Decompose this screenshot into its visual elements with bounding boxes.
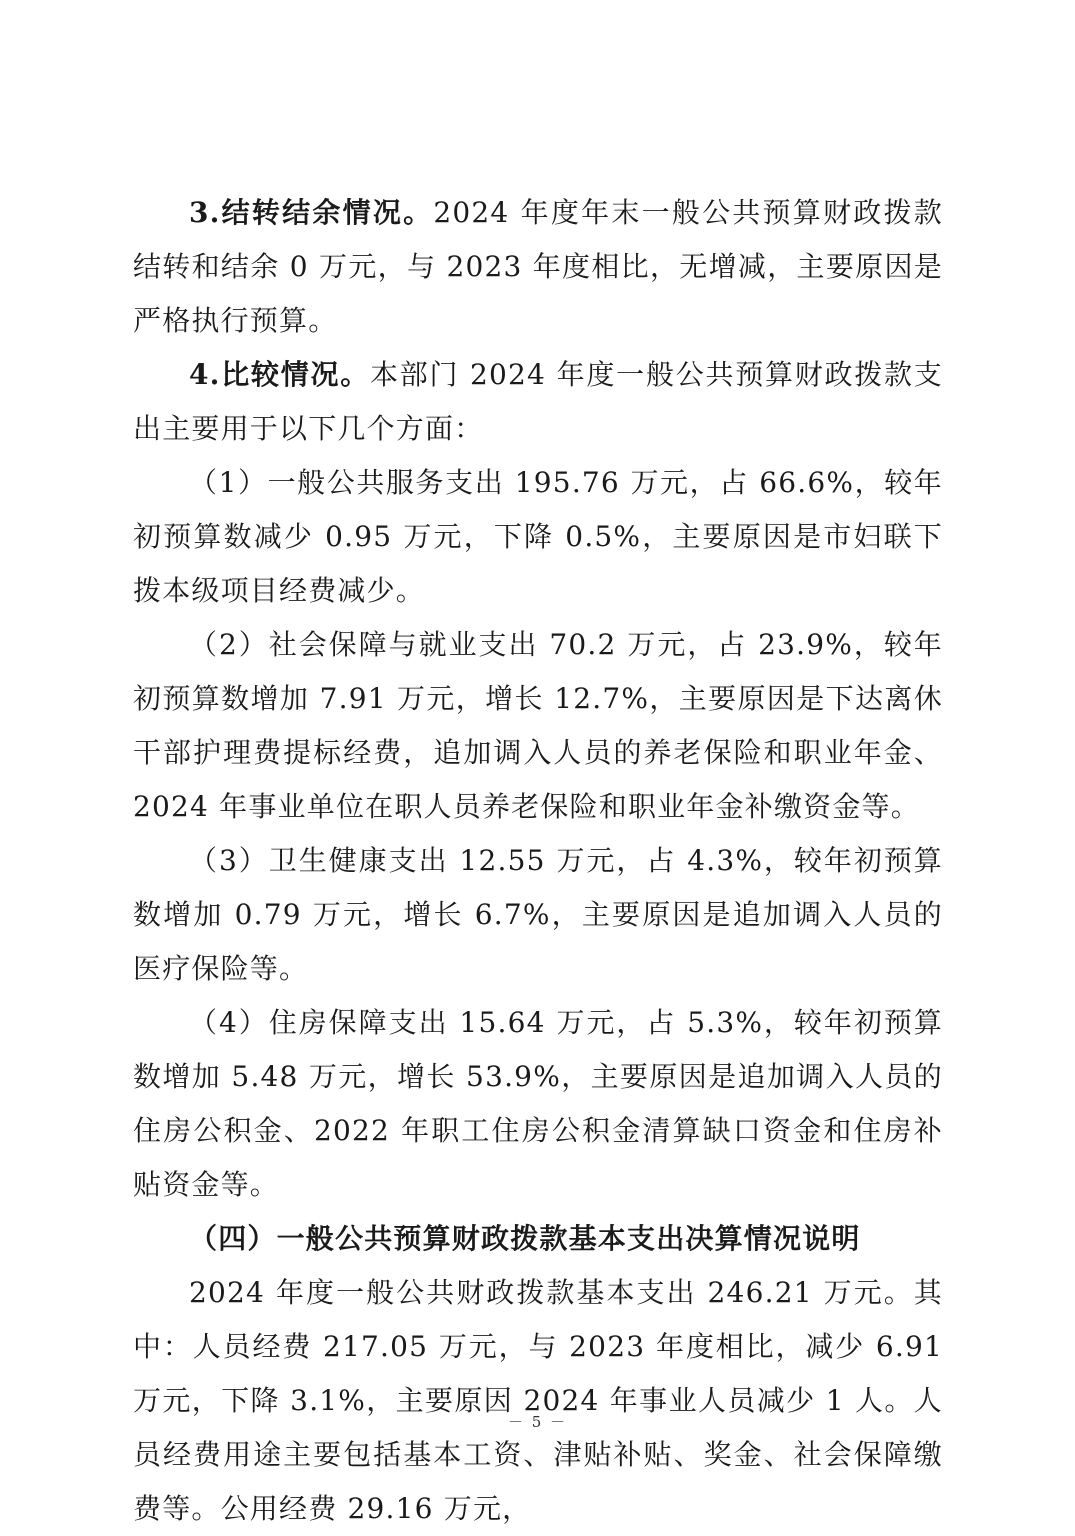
paragraph-text: 本部门 2024 年度一般公共预算财政拨款支出主要用于以下几个方面：	[133, 358, 943, 445]
paragraph-text: （4）住房保障支出 15.64 万元，占 5.3%，较年初预算数增加 5.48 万元，增长 53.9%，主要原因是追加调入人员的住房公积金、2022 年职工住房公积金清算缺口资金和住房补贴资金等。	[133, 1006, 943, 1201]
paragraph-text: （1）一般公共服务支出 195.76 万元，占 66.6%，较年初预算数减少 0.95 万元，下降 0.5%，主要原因是市妇联下拨本级项目经费减少。	[133, 466, 943, 607]
page-number: － 5 －	[507, 1413, 568, 1431]
paragraph-text: （3）卫生健康支出 12.55 万元，占 4.3%，较年初预算数增加 0.79 万元，增长 6.7%，主要原因是追加调入人员的医疗保险等。	[133, 844, 943, 985]
paragraph-carryover	[133, 186, 943, 348]
paragraph-lead: 3.结转结余情况。	[189, 196, 434, 229]
paragraph-text: （2）社会保障与就业支出 70.2 万元，占 23.9%，较年初预算数增加 7.91 万元，增长 12.7%，主要原因是下达离休干部护理费提标经费，追加调入人员的养老保险和职业年金、2024 年事业单位在职人员养老保险和职业年金补缴资金等。	[133, 628, 943, 823]
paragraph-item-4	[133, 996, 943, 1212]
paragraph-lead: 4.比较情况。	[189, 358, 370, 391]
paragraph-text: 2024 年度年末一般公共预算财政拨款结转和结余 0 万元，与 2023 年度相比，无增减，主要原因是严格执行预算。	[133, 196, 943, 337]
document-body	[133, 186, 943, 1536]
paragraph-basic-expenditure: 2024 年度一般公共财政拨款基本支出 246.21 万元。其中：人员经费 217.05 万元，与 2023 年度相比，减少 6.91 万元，下降 3.1%，主要原因 2024 年事业人员减少 1 人。人员经费用途主要包括基本工资、津贴补贴、奖金、社会保障缴费等。公用经费 29.16 万元，	[133, 1276, 943, 1525]
paragraph-comparison	[133, 348, 943, 456]
paragraph-item-2	[133, 618, 943, 834]
paragraph-item-3	[133, 834, 943, 996]
section-heading: （四）一般公共预算财政拨款基本支出决算情况说明	[189, 1222, 861, 1255]
paragraph-item-1	[133, 456, 943, 618]
